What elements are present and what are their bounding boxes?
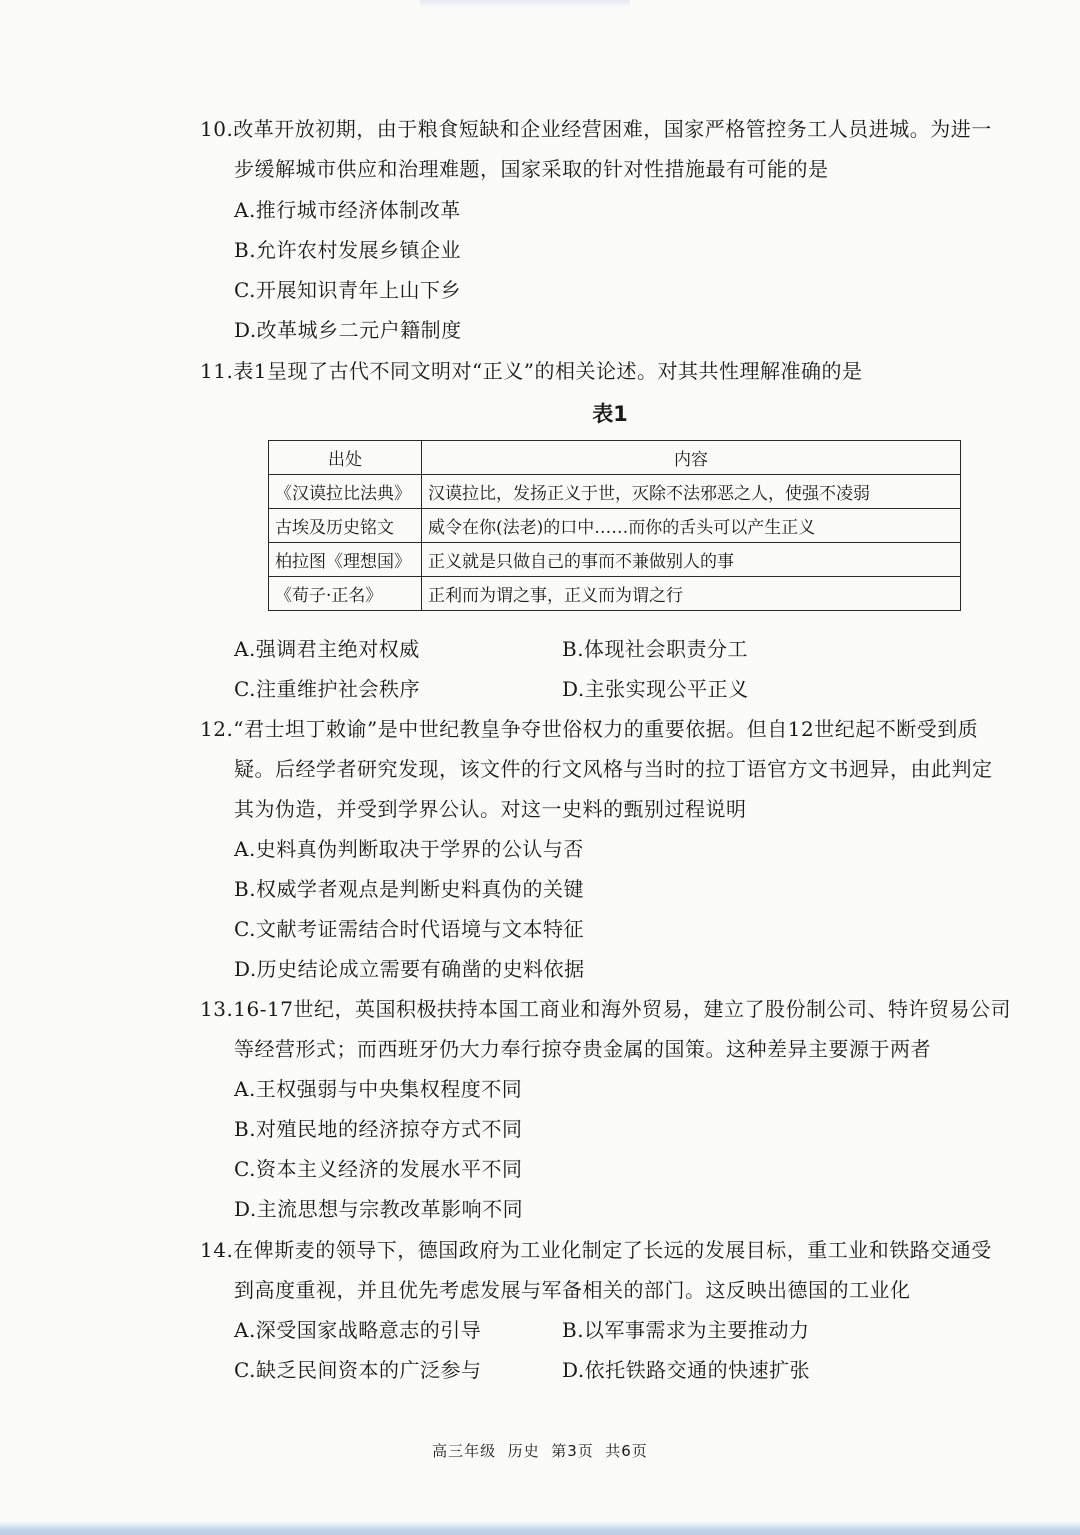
page-footer: 高三年级 历史 第3页 共6页 bbox=[432, 1442, 648, 1460]
q12-stem-line2: 疑。后经学者研究发现，该文件的行文风格与当时的拉丁语官方文书迥异，由此判定 bbox=[234, 757, 993, 781]
q12-option-a: A.史料真伪判断取决于学界的公认与否 bbox=[234, 837, 584, 861]
table-header-source: 出处 bbox=[269, 441, 422, 475]
justice-table bbox=[268, 440, 961, 611]
q10-option-d: D.改革城乡二元户籍制度 bbox=[234, 318, 462, 342]
q10-option-b: B.允许农村发展乡镇企业 bbox=[234, 238, 462, 262]
q12-option-b: B.权威学者观点是判断史料真伪的关键 bbox=[234, 877, 585, 901]
q11-option-b: B.体现社会职责分工 bbox=[562, 637, 749, 661]
table-header-content: 内容 bbox=[422, 441, 961, 475]
q14-option-d: D.依托铁路交通的快速扩张 bbox=[562, 1358, 811, 1382]
q10-stem-line2: 步缓解城市供应和治理难题，国家采取的针对性措施最有可能的是 bbox=[234, 157, 829, 181]
table-header-row bbox=[269, 441, 961, 475]
table-cell-source: 柏拉图《理想国》 bbox=[269, 543, 422, 577]
q10-stem-line1: 10.改革开放初期，由于粮食短缺和企业经营困难，国家严格管控务工人员进城。为进一 bbox=[200, 117, 992, 141]
table-title: 表1 bbox=[592, 402, 628, 426]
q10-option-c: C.开展知识青年上山下乡 bbox=[234, 278, 461, 302]
table-row bbox=[269, 475, 961, 509]
q14-stem-line2: 到高度重视，并且优先考虑发展与军备相关的部门。这反映出德国的工业化 bbox=[234, 1278, 911, 1302]
q11-option-a: A.强调君主绝对权威 bbox=[234, 637, 420, 661]
q12-option-c: C.文献考证需结合时代语境与文本特征 bbox=[234, 917, 584, 941]
q12-stem-line3: 其为伪造，并受到学界公认。对这一史料的甄别过程说明 bbox=[234, 797, 747, 821]
q14-option-b: B.以军事需求为主要推动力 bbox=[562, 1318, 810, 1342]
q13-option-a: A.王权强弱与中央集权程度不同 bbox=[234, 1077, 523, 1101]
table-row bbox=[269, 509, 961, 543]
q13-option-b: B.对殖民地的经济掠夺方式不同 bbox=[234, 1117, 523, 1141]
q11-option-d: D.主张实现公平正义 bbox=[562, 677, 749, 701]
q11-stem-line1: 11.表1呈现了古代不同文明对“正义”的相关论述。对其共性理解准确的是 bbox=[200, 359, 863, 383]
q13-option-d: D.主流思想与宗教改革影响不同 bbox=[234, 1197, 524, 1221]
table-row bbox=[269, 543, 961, 577]
table-cell-content: 威令在你(法老)的口中……而你的舌头可以产生正义 bbox=[422, 509, 961, 543]
table-cell-source: 古埃及历史铭文 bbox=[269, 509, 422, 543]
q14-option-a: A.深受国家战略意志的引导 bbox=[234, 1318, 482, 1342]
table-cell-content: 正利而为谓之事，正义而为谓之行 bbox=[422, 577, 961, 611]
table-cell-content: 正义就是只做自己的事而不兼做别人的事 bbox=[422, 543, 961, 577]
table-cell-source: 《荀子·正名》 bbox=[269, 577, 422, 611]
scan-edge-bottom bbox=[0, 1521, 1080, 1535]
scan-edge-top bbox=[420, 0, 630, 8]
q11-option-c: C.注重维护社会秩序 bbox=[234, 677, 420, 701]
q10-option-a: A.推行城市经济体制改革 bbox=[234, 198, 461, 222]
q12-option-d: D.历史结论成立需要有确凿的史料依据 bbox=[234, 957, 585, 981]
table-cell-source: 《汉谟拉比法典》 bbox=[269, 475, 422, 509]
table-row bbox=[269, 577, 961, 611]
q12-stem-line1: 12.“君士坦丁敕谕”是中世纪教皇争夺世俗权力的重要依据。但自12世纪起不断受到质 bbox=[200, 717, 979, 741]
q13-stem-line1: 13.16-17世纪，英国积极扶持本国工商业和海外贸易，建立了股份制公司、特许贸易公司 bbox=[200, 997, 1011, 1021]
table-cell-content: 汉谟拉比，发扬正义于世，灭除不法邪恶之人，使强不凌弱 bbox=[422, 475, 961, 509]
q13-stem-line2: 等经营形式；而西班牙仍大力奉行掠夺贵金属的国策。这种差异主要源于两者 bbox=[234, 1037, 931, 1061]
q14-option-c: C.缺乏民间资本的广泛参与 bbox=[234, 1358, 482, 1382]
q14-stem-line1: 14.在俾斯麦的领导下，德国政府为工业化制定了长远的发展目标，重工业和铁路交通受 bbox=[200, 1238, 992, 1262]
q13-option-c: C.资本主义经济的发展水平不同 bbox=[234, 1157, 523, 1181]
